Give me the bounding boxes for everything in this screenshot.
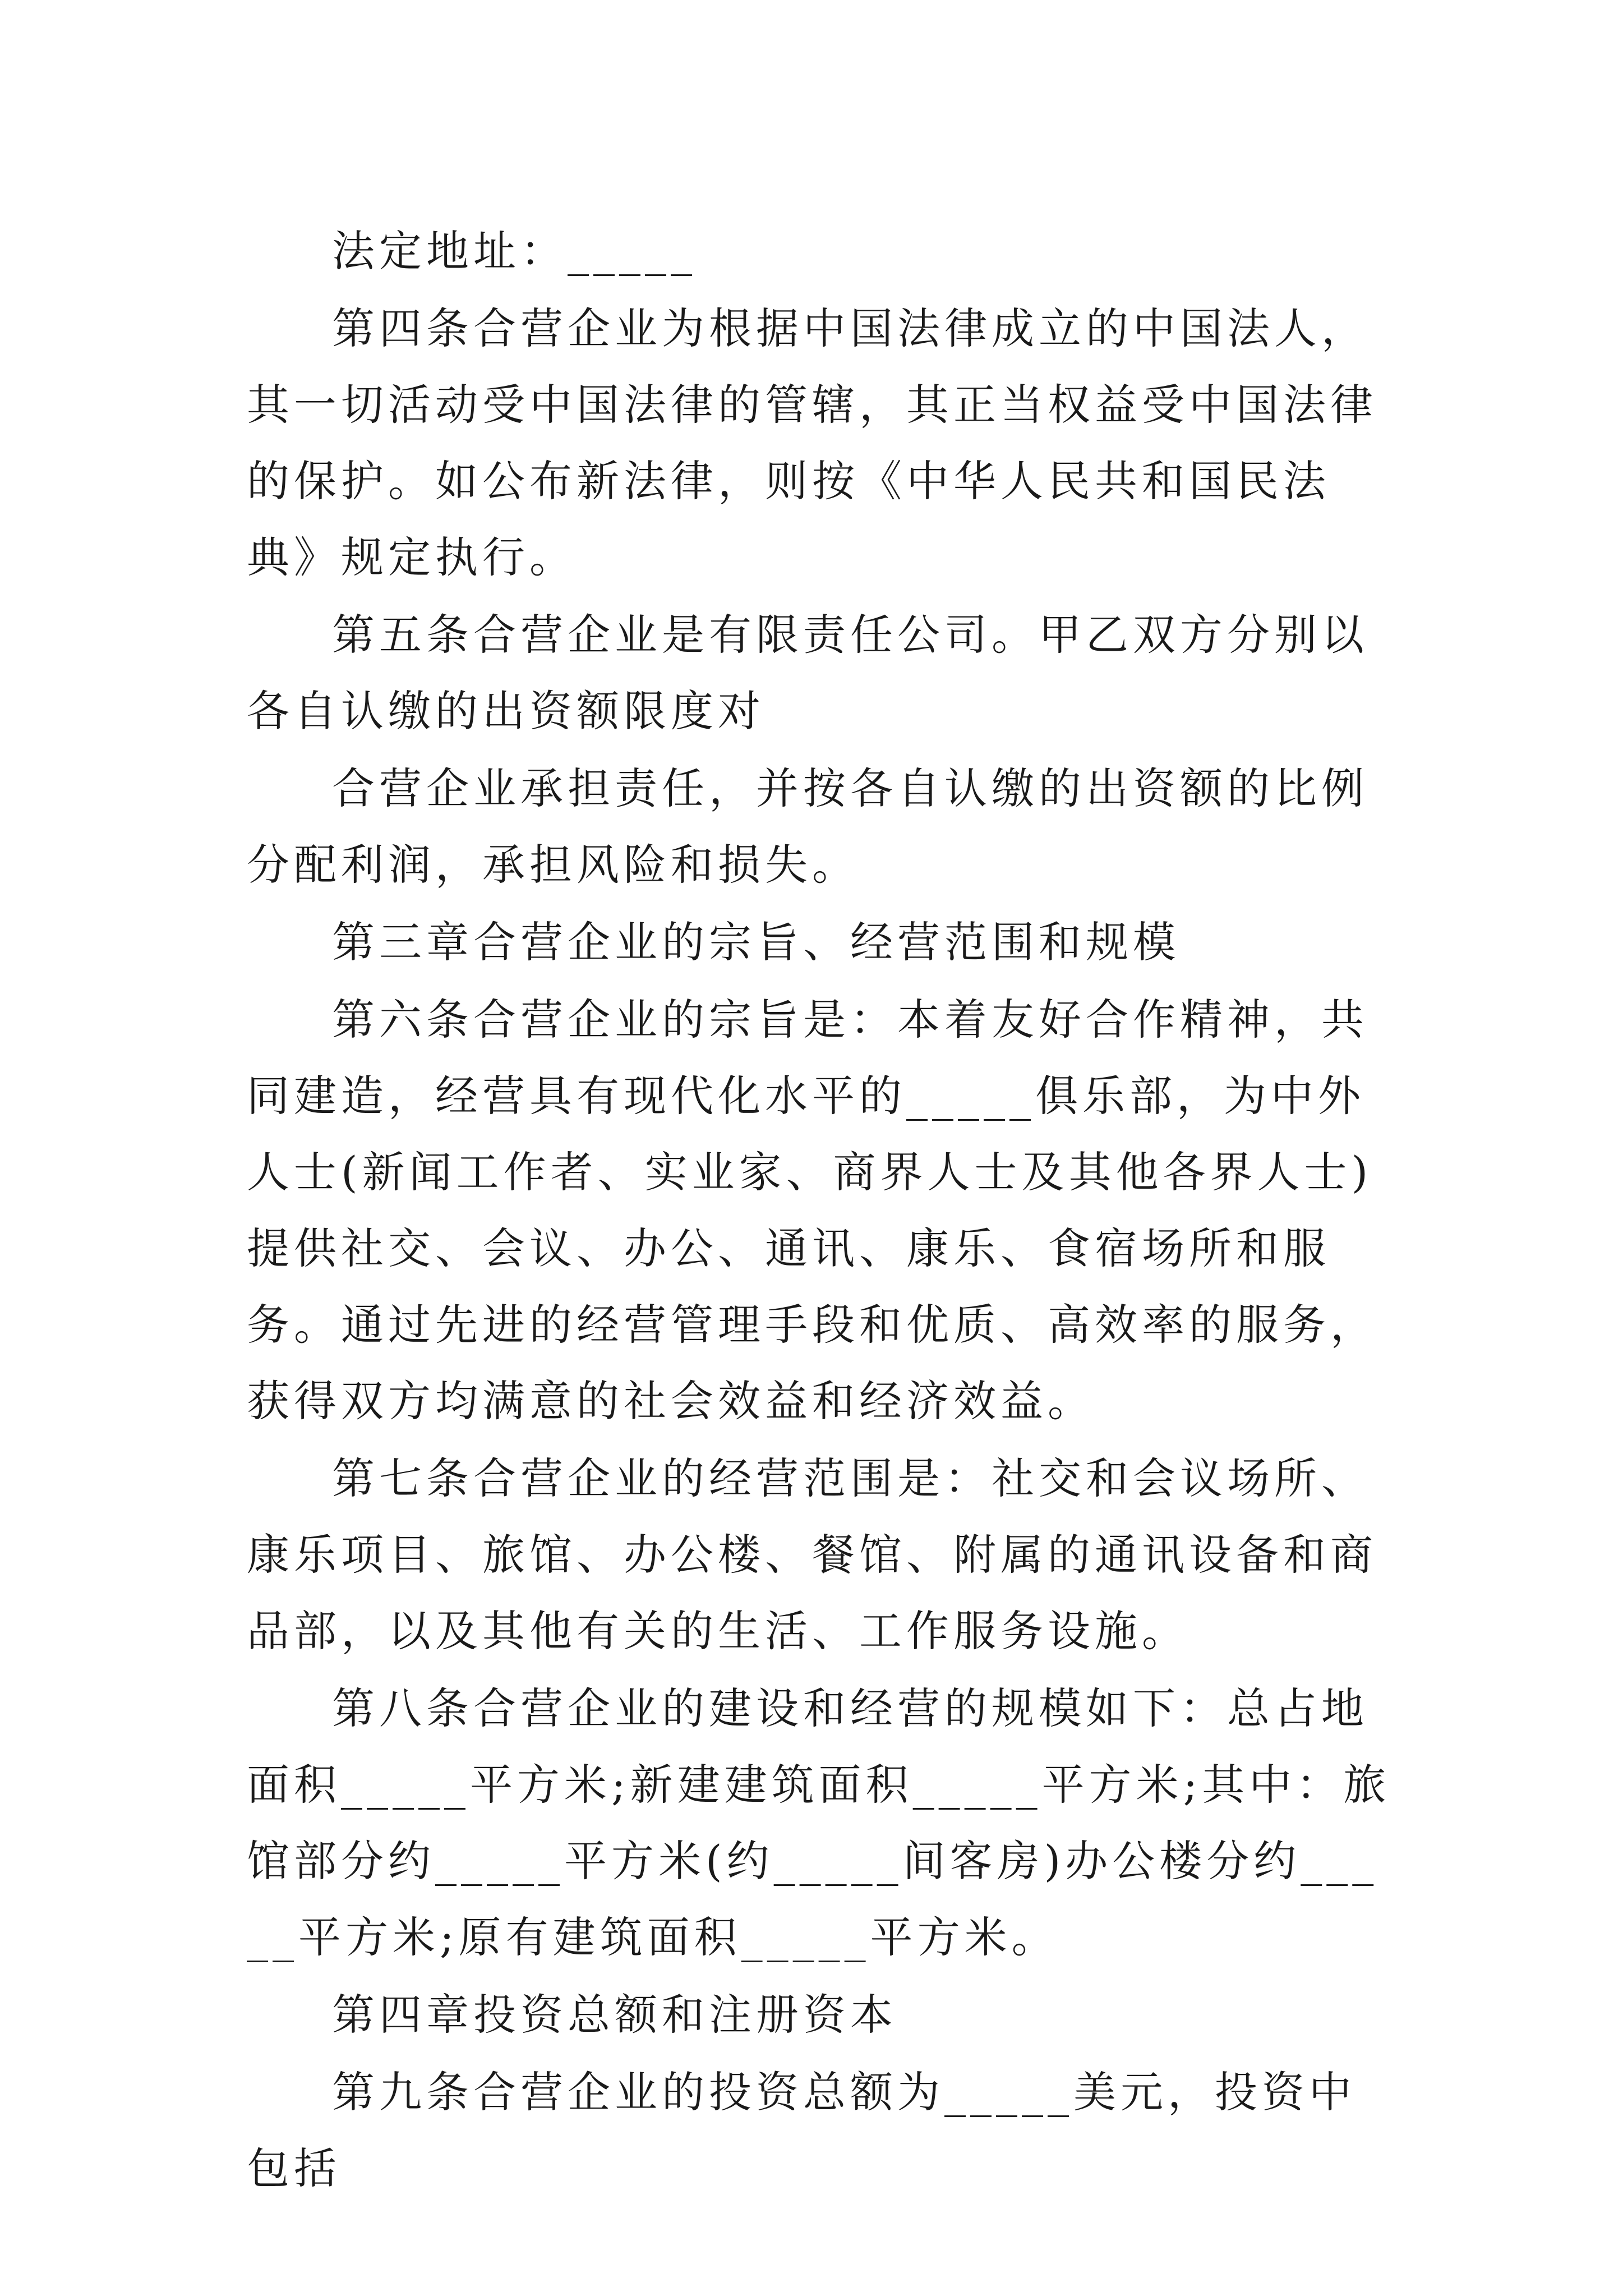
chapter-3-heading: 第三章合营企业的宗旨、经营范围和规模 bbox=[332, 917, 1180, 967]
document-body bbox=[247, 213, 1391, 2208]
paragraph-article-5: 第五条合营企业是有限责任公司。甲乙双方分别以各自认缴的出资额限度对 bbox=[247, 610, 1368, 736]
paragraph-article-9: 第九条合营企业的投资总额为_____美元，投资中包括 bbox=[247, 2067, 1356, 2193]
paragraph-article-6: 第六条合营企业的宗旨是：本着友好合作精神，共同建造，经营具有现代化水平的_____俱乐部，为中外人士(新闻工作者、实业家、商界人士及其他各界人士)提供社交、会议、办公、通讯、康乐、食宿场所和服务。通过先进的经营管理手段和优质、高效率的服务，获得双方均满意的社会效益和经济效益。 bbox=[247, 995, 1377, 1426]
paragraph-legal-address: 法定地址：_____ bbox=[332, 226, 697, 276]
paragraph-article-8: 第八条合营企业的建设和经营的规模如下：总占地面积_____平方米;新建建筑面积_____平方米;其中：旅馆部分约_____平方米(约_____间客房)办公楼分约_____平方米;原有建筑面积_____平方米。 bbox=[247, 1683, 1391, 1962]
paragraph-article-7: 第七条合营企业的经营范围是：社交和会议场所、康乐项目、旅馆、办公楼、餐馆、附属的通讯设备和商品部，以及其他有关的生活、工作服务设施。 bbox=[247, 1453, 1377, 1656]
paragraph-article-5-cont: 合营企业承担责任，并按各自认缴的出资额的比例分配利润，承担风险和损失。 bbox=[247, 763, 1368, 890]
chapter-4-heading: 第四章投资总额和注册资本 bbox=[332, 1990, 897, 2040]
paragraph-article-4: 第四条合营企业为根据中国法律成立的中国法人，其一切活动受中国法律的管辖，其正当权益受中国法律的保护。如公布新法律，则按《中华人民共和国民法典》规定执行。 bbox=[247, 303, 1377, 582]
